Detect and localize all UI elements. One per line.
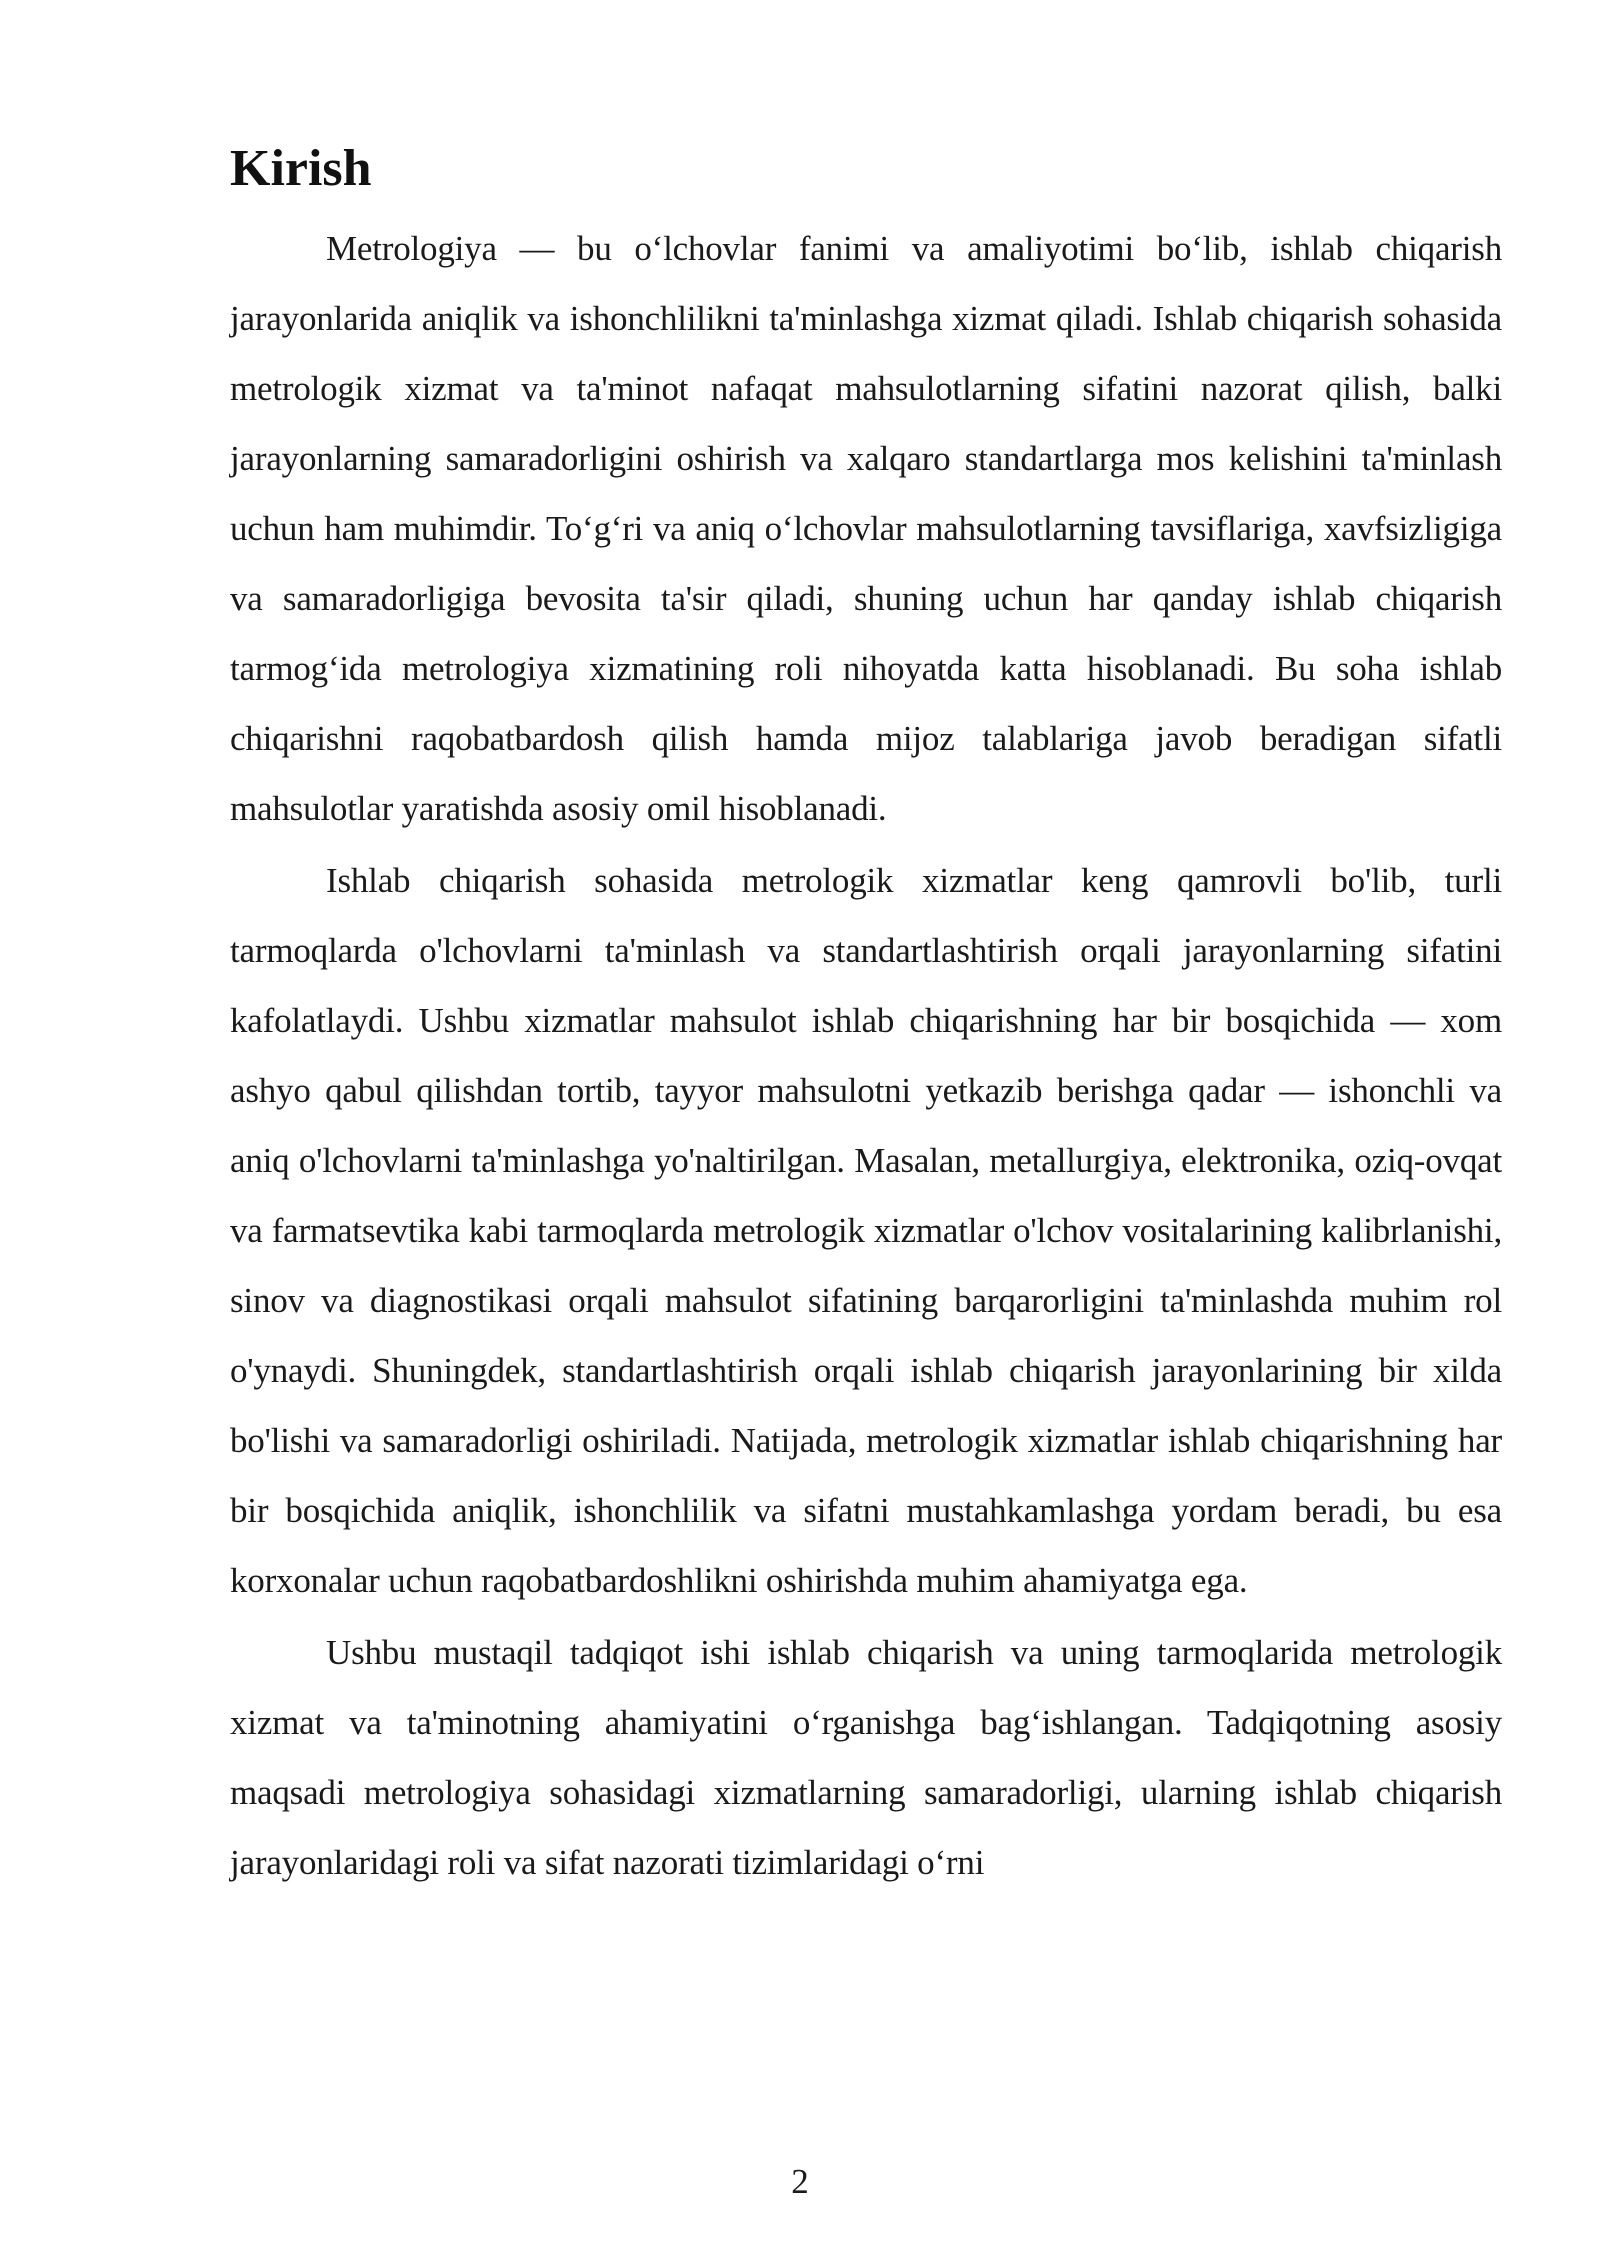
paragraph-2: Ishlab chiqarish sohasida metrologik xizmatlar keng qamrovli bo'lib, turli tarmoqlarda o'lchovlarni ta'minlash va standartlashtirish orqali jarayonlarning sifatini kafolatlaydi. Ushbu xizmatlar mahsulot ishlab chiqarishning har bir bosqichida — xom ashyo qabul qilishdan tortib, tayyor mahsulotni yetkazib berishga qadar — ishonchli va aniq o'lchovlarni ta'minlashga yo'naltirilgan. Masalan, metallurgiya, elektronika, oziq-ovqat va farmatsevtika kabi tarmoqlarda metrologik xizmatlar o'lchov vositalarining kalibrlanishi, sinov va diagnostikasi orqali mahsulot sifatining barqarorligini ta'minlashda muhim rol o'ynaydi. Shuningdek, standartlashtirish orqali ishlab chiqarish jarayonlarining bir xilda bo'lishi va samaradorligi oshiriladi. Natijada, metrologik xizmatlar ishlab chiqarishning har bir bosqichida aniqlik, ishonchlilik va sifatni mustahkamlashga yordam beradi, bu esa korxonalar uchun raqobatbardoshlikni oshirishda muhim ahamiyatga ega. bbox=[230, 861, 1502, 1600]
paragraph-3: Ushbu mustaqil tadqiqot ishi ishlab chiqarish va uning tarmoqlarida metrologik xizmat va ta'minotning ahamiyatini o‘rganishga bag‘ishlangan. Tadqiqotning asosiy maqsadi metrologiya sohasidagi xizmatlarning samaradorligi, ularning ishlab chiqarish jarayonlaridagi roli va sifat nazorati tizimlaridagi o‘rni bbox=[230, 1633, 1502, 1882]
page-number: 2 bbox=[791, 2162, 809, 2201]
page-content bbox=[230, 138, 1502, 1900]
paragraph-1: Metrologiya — bu o‘lchovlar fanimi va amaliyotimi bo‘lib, ishlab chiqarish jarayonlarida aniqlik va ishonchlilikni ta'minlashga xizmat qiladi. Ishlab chiqarish sohasida metrologik xizmat va ta'minot nafaqat mahsulotlarning sifatini nazorat qilish, balki jarayonlarning samaradorligini oshirish va xalqaro standartlarga mos kelishini ta'minlash uchun ham muhimdir. To‘g‘ri va aniq o‘lchovlar mahsulotlarning tavsiflariga, xavfsizligiga va samaradorligiga bevosita ta'sir qiladi, shuning uchun har qanday ishlab chiqarish tarmog‘ida metrologiya xizmatining roli nihoyatda katta hisoblanadi. Bu soha ishlab chiqarishni raqobatbardosh qilish hamda mijoz talablariga javob beradigan sifatli mahsulotlar yaratishda asosiy omil hisoblanadi. bbox=[230, 229, 1502, 828]
section-heading: Kirish bbox=[230, 140, 372, 197]
